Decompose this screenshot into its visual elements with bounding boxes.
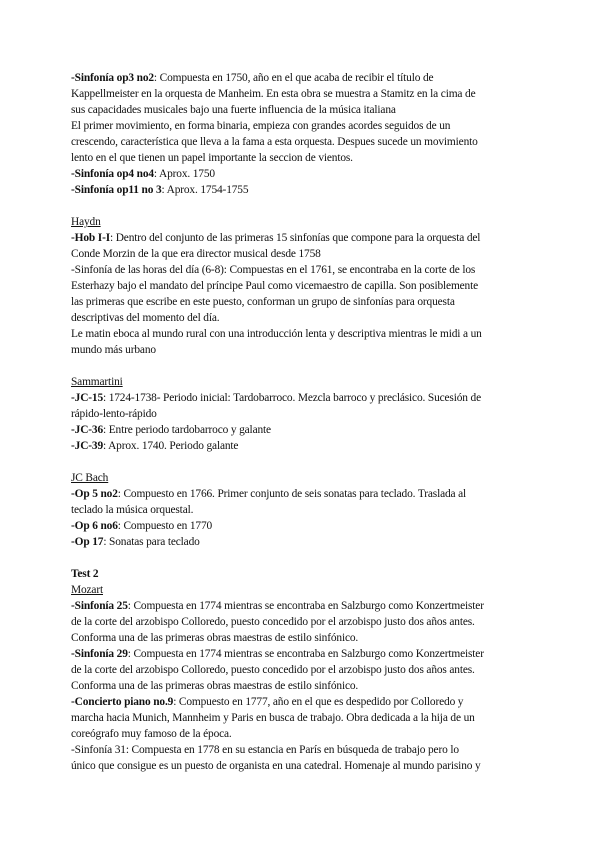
entry-text: teclado la música orquestal.: [71, 504, 194, 516]
text-line: único que consigue es un puesto de organista en una catedral. Homenaje al mundo parisino y: [71, 760, 481, 772]
entry-text: : Aprox. 1754-1755: [161, 184, 249, 196]
entry-text: : Entre periodo tardobarroco y galante: [103, 424, 271, 436]
entry-title: -Op 17: [71, 536, 104, 548]
entry-text: : Compuesto en 1777, año en el que es despedido por Colloredo y: [173, 696, 464, 708]
entry-title: -Sinfonía op3 no2: [71, 72, 154, 84]
entry-text: : Dentro del conjunto de las primeras 15 sinfonías que compone para la orquesta del: [110, 232, 481, 244]
text-line: de la corte del arzobispo Colloredo, puesto concedido por el arzobispo justo dos años antes.: [71, 616, 475, 628]
entry-title: -Sinfonía op11 no 3: [71, 184, 162, 196]
entry-sinfonia-31: -Sinfonía 31: Compuesta en 1778 en su estancia en París en búsqueda de trabajo pero lo: [71, 744, 459, 756]
entry-sinfonia-op11-no3: [71, 182, 531, 198]
text-line: las primeras que escribe en este puesto, conforman un grupo de sinfonías para orquesta: [71, 296, 455, 308]
entry-title: -Sinfonía 25: [71, 600, 128, 612]
entry-text: : Compuesto en 1766. Primer conjunto de seis sonatas para teclado. Traslada al: [117, 488, 467, 500]
entry-title: -Hob I-I: [71, 232, 110, 244]
entry-text: : Aprox. 1740. Periodo galante: [103, 440, 239, 452]
entry-text: : Compuesto en 1770: [117, 520, 213, 532]
text-line: Le matin eboca al mundo rural con una introducción lenta y descriptiva mientras le midi a un: [71, 328, 482, 340]
blank-line: [71, 454, 531, 470]
entry-title: -Concierto piano no.9: [71, 696, 174, 708]
text-line: [71, 502, 531, 518]
entry-concierto-piano-9: [71, 694, 531, 710]
entry-text: rápido-lento-rápido: [71, 408, 157, 420]
text-line: Kappellmeister en la orquesta de Manheim. En esta obra se muestra a Stamitz en la cima de: [71, 88, 476, 100]
entry-title: -JC-15: [71, 392, 103, 404]
entry-sinfonia-29: [71, 646, 531, 662]
text-line: de la corte del arzobispo Colloredo, puesto concedido por el arzobispo justo dos años antes.: [71, 664, 475, 676]
entry-hob-i-i: [71, 230, 531, 246]
entry-op5-no2: [71, 486, 531, 502]
text-line: -Sinfonía de las horas del día (6-8): Compuestas en el 1761, se encontraba en la corte de los: [71, 264, 476, 276]
entry-jc-15: [71, 390, 531, 406]
entry-sinfonia-25: [71, 598, 531, 614]
section-heading-sammartini: Sammartini: [71, 376, 123, 388]
text-line: mundo más urbano: [71, 344, 156, 356]
entry-title: -Op 6 no6: [71, 520, 118, 532]
entry-title: -JC-39: [71, 440, 103, 452]
entry-text: : Compuesta en 1774 mientras se encontraba en Salzburgo como Konzertmeister: [127, 600, 484, 612]
entry-text: : Sonatas para teclado: [103, 536, 200, 548]
entry-op17: [71, 534, 531, 550]
entry-jc-36: [71, 422, 531, 438]
text-line: coreógrafo muy famoso de la época.: [71, 728, 232, 740]
entry-title: -JC-36: [71, 424, 103, 436]
text-line: lento en el que tienen un papel importante la seccion de vientos.: [71, 152, 353, 164]
blank-line: [71, 198, 531, 214]
blank-line: [71, 358, 531, 374]
text-line: Conforma una de las primeras obras maestras de estilo sinfónico.: [71, 632, 359, 644]
section-heading-mozart: Mozart: [71, 584, 103, 596]
entry-text: : 1724-1738- Periodo inicial: Tardobarroco. Mezcla barroco y preclásico. Sucesión de: [103, 392, 481, 404]
text-line: Conforma una de las primeras obras maestras de estilo sinfónico.: [71, 680, 359, 692]
section-heading-jc-bach: JC Bach: [71, 472, 109, 484]
entry-text: : Compuesta en 1750, año en el que acaba de recibir el título de: [153, 72, 434, 84]
entry-title: -Op 5 no2: [71, 488, 118, 500]
text-line: El primer movimiento, en forma binaria, empieza con grandes acordes seguidos de un: [71, 120, 451, 132]
section-heading-test-2: Test 2: [71, 568, 99, 580]
text-line: [71, 406, 531, 422]
entry-title: -Sinfonía 29: [71, 648, 128, 660]
text-line: Esterhazy bajo el mandato del príncipe Paul como vicemaestro de capilla. Son posiblemente: [71, 280, 479, 292]
entry-text: : Aprox. 1750: [153, 168, 215, 180]
entry-jc-39: [71, 438, 531, 454]
document-body: [71, 70, 531, 774]
text-line: marcha hacia Munich, Mannheim y Paris en busca de trabajo. Obra dedicada a la hija de un: [71, 712, 475, 724]
text-line: Conde Morzin de la que era director musical desde 1758: [71, 248, 321, 260]
text-line: descriptivas del momento del día.: [71, 312, 220, 324]
entry-text: : Compuesta en 1774 mientras se encontraba en Salzburgo como Konzertmeister: [127, 648, 484, 660]
text-line: crescendo, característica que lleva a la fama a esta orquesta. Despues sucede un movimiento: [71, 136, 478, 148]
section-heading-haydn: Haydn: [71, 216, 101, 228]
text-line: sus capacidades musicales bajo una fuerte influencia de la música italiana: [71, 104, 396, 116]
entry-op6-no6: [71, 518, 531, 534]
entry-sinfonia-op4-no4: [71, 166, 531, 182]
entry-sinfonia-op3-no2: [71, 70, 531, 86]
entry-title: -Sinfonía op4 no4: [71, 168, 154, 180]
blank-line: [71, 550, 531, 566]
